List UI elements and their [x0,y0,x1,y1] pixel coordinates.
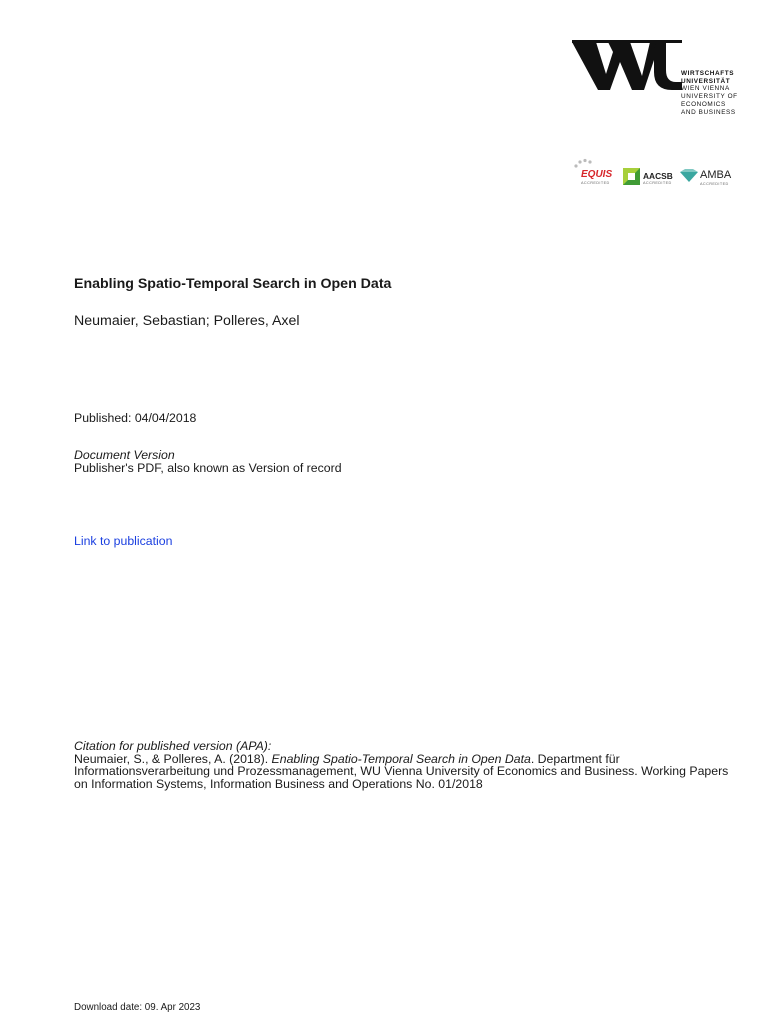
citation-part: . Department für Informationsverarbeitung und Prozessmanagement, WU Vienna University of Economics and Business. Working Papers on Information Systems, Information Business and Operations No. 01/2018 [74,751,729,791]
wu-logo-mark [572,40,682,92]
aacsb-label: AACSB [643,171,673,181]
aacsb-square-icon [623,168,640,185]
document-version-value: Publisher's PDF, also known as Version of record [74,461,342,475]
equis-sub: ACCREDITED [581,181,610,185]
link-to-publication[interactable]: Link to publication [74,534,173,548]
logo-line: WIEN VIENNA [681,85,730,93]
amba-label: AMBA [700,169,732,181]
aacsb-sub: ACCREDITED [643,181,672,185]
aacsb-logo [623,168,678,188]
download-date: Download date: 09. Apr 2023 [74,1002,201,1013]
document-version-label: Document Version [74,448,175,462]
citation-title: Enabling Spatio-Temporal Search in Open Data [271,751,531,766]
logo-line: UNIVERSITÄT [681,77,731,85]
logo-line: ECONOMICS [681,100,726,108]
logo-line: UNIVERSITY OF [681,93,738,101]
amba-sub: ACCREDITED [700,182,729,186]
amba-logo [678,166,740,188]
wu-logo-text [681,70,738,116]
accreditation-logos [570,158,740,190]
equis-logo [570,158,620,188]
amba-diamond-icon [678,169,700,183]
published-date: Published: 04/04/2018 [74,411,197,425]
logo-line: WIRTSCHAFTS [681,70,735,77]
equis-label: EQUIS [581,169,613,180]
document-authors: Neumaier, Sebastian; Polleres, Axel [74,313,300,329]
citation-label: Citation for published version (APA): [74,739,272,753]
citation-part: Neumaier, S., & Polleres, A. (2018). [74,751,272,766]
document-title: Enabling Spatio-Temporal Search in Open Data [74,276,392,292]
wu-logo [572,40,742,124]
citation-text [74,753,734,791]
logo-line: AND BUSINESS [681,108,736,116]
